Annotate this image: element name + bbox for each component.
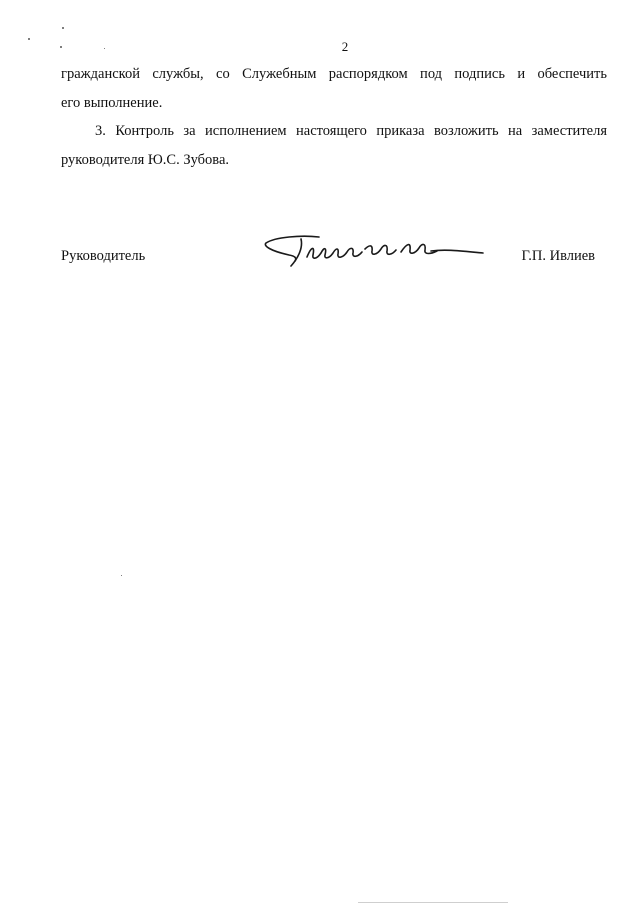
signature-block <box>61 245 607 275</box>
paragraph-item-3 <box>61 117 607 175</box>
scan-speck <box>121 575 122 576</box>
paragraph-continuation <box>61 60 607 118</box>
scan-edge <box>358 902 508 903</box>
handwritten-signature <box>261 233 486 273</box>
scan-speck <box>62 27 64 29</box>
text-line: 3. Контроль за исполнением настоящего приказа возложить на заместителя <box>95 123 607 139</box>
signatory-position: Руководитель <box>61 248 146 264</box>
text-line: гражданской службы, со Служебным распорядком под подпись и обеспечить <box>61 66 607 82</box>
text-line: его выполнение. <box>61 95 163 111</box>
text-line: руководителя Ю.С. Зубова. <box>61 152 230 168</box>
page-number: 2 <box>341 39 349 54</box>
signatory-name: Г.П. Ивлиев <box>521 248 595 264</box>
